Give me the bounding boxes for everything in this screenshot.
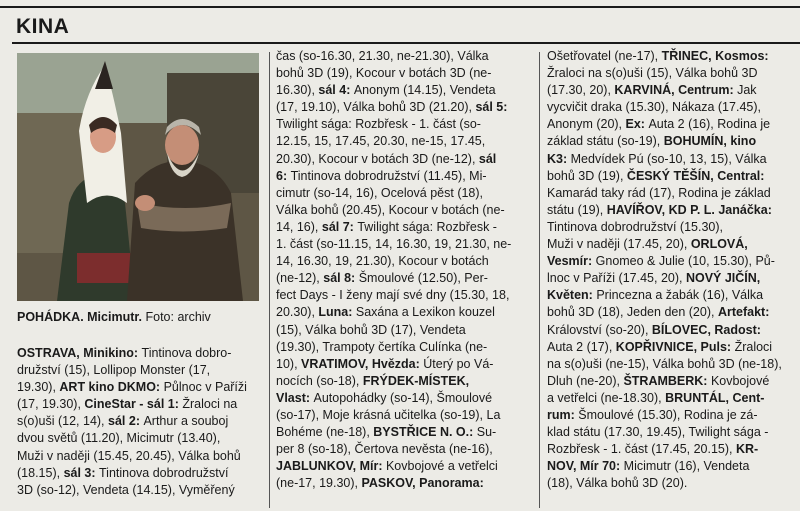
- film-listing: (18.15),: [17, 465, 64, 480]
- film-listing: bohů 3D (18), Jeden den (20),: [547, 305, 718, 320]
- listing-line: [276, 322, 534, 339]
- listing-column-3: [547, 48, 795, 492]
- listing-line: [17, 413, 265, 430]
- listing-line: [276, 168, 534, 185]
- film-listing: 19.30),: [17, 380, 60, 395]
- listing-line: [547, 270, 795, 287]
- cinema-name: KR-: [735, 442, 759, 457]
- listing-line: [17, 345, 265, 362]
- listing-line: [276, 356, 534, 373]
- listing-line: [17, 465, 265, 482]
- film-listing: (17.30, 20),: [547, 83, 615, 98]
- cinema-name: sál 3:: [63, 465, 99, 480]
- caption-title: POHÁDKA. Micimutr.: [17, 310, 143, 324]
- film-listing: klad státu (17.30, 19.45), Twilight sága -: [547, 425, 769, 440]
- film-listing: (so-17), Moje krásná učitelka (so-19), La: [276, 407, 501, 422]
- film-listing: Kovbojové: [710, 373, 770, 388]
- listing-line: [276, 99, 534, 116]
- film-listing: 16.30),: [276, 83, 319, 98]
- listing-line: [17, 430, 265, 447]
- film-listing: 20.30),: [276, 305, 319, 320]
- film-listing: (18), Válka bohů 3D (20).: [547, 476, 688, 491]
- listing-line: [276, 304, 534, 321]
- listing-line: [276, 270, 534, 287]
- cinema-name: sál 8:: [323, 271, 359, 286]
- film-listing: Tintinova dobro-: [141, 346, 232, 360]
- film-listing: Tintinova dobrodružství (15.30),: [547, 219, 724, 234]
- cinema-name: rum:: [547, 407, 579, 422]
- listing-line: [547, 424, 795, 441]
- caption-credit: Foto: archiv: [145, 310, 211, 324]
- cinema-name: OSTRAVA, Minikino:: [17, 346, 142, 360]
- column-divider: [269, 52, 270, 508]
- photo-illustration: [17, 53, 259, 301]
- film-listing: (17, 19.30),: [17, 397, 85, 412]
- listing-line: [547, 219, 795, 236]
- film-listing: Su-: [476, 425, 497, 440]
- cinema-name: BRUNTÁL, Cent-: [665, 390, 765, 405]
- film-listing: Auta 2 (17),: [547, 339, 616, 354]
- listing-line: [276, 48, 534, 65]
- film-listing: 10),: [276, 356, 302, 371]
- listing-line: [547, 116, 795, 133]
- listing-line: [547, 304, 795, 321]
- film-listing: 14, 16),: [276, 219, 322, 234]
- cinema-name: Vlast:: [276, 390, 314, 405]
- film-listing: Medvídek Pú (so-10, 13, 15), Válka: [570, 151, 767, 166]
- listing-line: [17, 482, 265, 499]
- listing-line: [276, 151, 534, 168]
- listing-line: [276, 65, 534, 82]
- listing-line: [547, 65, 795, 82]
- film-listing: (ne-17, 19.30),: [276, 476, 362, 491]
- cinema-name: BÍLOVEC, Radost:: [651, 322, 761, 337]
- header-rule: [12, 42, 800, 44]
- cinema-name: BOHUMÍN, kino: [663, 134, 757, 149]
- cinema-name: HAVÍŘOV, KD P. L. Janáčka:: [606, 202, 772, 217]
- cinema-name: Artefakt:: [717, 305, 770, 320]
- film-listing: vycvičit draka (15.30), Nákaza (17.45),: [547, 100, 761, 115]
- film-listing: 12.15, 15, 17.45, 20.30, ne-15, 17.45,: [276, 134, 486, 149]
- cinema-name: Ex:: [625, 117, 649, 132]
- film-listing: Gnomeo & Julie (10, 15.30), Pů-: [595, 254, 775, 269]
- film-listing: fect Days - I ženy mají své dny (15.30, 18,: [276, 288, 510, 303]
- film-listing: nocích (so-18),: [276, 373, 363, 388]
- cinema-name: sál 2:: [108, 414, 144, 429]
- film-listing: Saxána a Lexikon kouzel: [355, 305, 495, 320]
- listing-line: [276, 373, 534, 390]
- film-listing: 3D (so-12), Vendeta (14.15), Vyměřený: [17, 482, 235, 497]
- film-listing: Micimutr (16), Vendeta: [623, 459, 750, 474]
- listing-line: [547, 339, 795, 356]
- listing-line: [17, 379, 265, 396]
- listing-line: [276, 185, 534, 202]
- listing-line: [547, 356, 795, 373]
- film-listing: Princezna a žabák (16), Válka: [596, 288, 764, 303]
- cinema-name: 6:: [276, 168, 291, 183]
- listing-line: [276, 287, 534, 304]
- listing-line: [547, 151, 795, 168]
- film-listing: Válka bohů (20.45), Kocour v botách (ne-: [276, 202, 505, 217]
- film-listing: Kamarád taky rád (17), Rodina je základ: [547, 185, 771, 200]
- listing-line: [547, 441, 795, 458]
- column-divider: [539, 52, 540, 508]
- listing-line: [276, 236, 534, 253]
- film-listing: Žraloci na s(o)uši (15), Válka bohů 3D: [547, 66, 758, 81]
- listing-line: [547, 185, 795, 202]
- listing-line: [547, 82, 795, 99]
- film-listing: (19.30), Trampoty čertíka Culínka (ne-: [276, 339, 488, 354]
- cinema-name: PASKOV, Panorama:: [361, 476, 484, 491]
- film-listing: (15), Válka bohů 3D (17), Vendeta: [276, 322, 466, 337]
- listing-line: [547, 133, 795, 150]
- listing-line: [547, 236, 795, 253]
- film-listing: (17, 19.10), Válka bohů 3D (21.20),: [276, 100, 476, 115]
- listing-line: [547, 48, 795, 65]
- listing-line: [276, 219, 534, 236]
- film-listing: a vetřelci (ne-18.30),: [547, 390, 666, 405]
- listing-line: [276, 407, 534, 424]
- cinema-name: ŠTRAMBERK:: [623, 373, 711, 388]
- listing-line: [276, 253, 534, 270]
- listing-line: [547, 458, 795, 475]
- film-listing: bohů 3D (19), Kocour v botách 3D (ne-: [276, 66, 492, 81]
- listing-line: [547, 168, 795, 185]
- cinema-name: KARVINÁ, Centrum:: [614, 83, 738, 98]
- film-listing: Twilight sága: Rozbřesk - 1. část (so-: [276, 117, 481, 132]
- film-listing: 1. část (so-11.15, 14, 16.30, 19, 21.30, ne-: [276, 237, 512, 252]
- film-listing: Tintinova dobrodružství: [99, 465, 229, 480]
- film-listing: čas (so-16.30, 21.30, ne-21.30), Válka: [276, 49, 489, 63]
- film-listing: na s(o)uši (ne-15), Válka bohů 3D (ne-18),: [547, 356, 782, 371]
- cinema-name: ČESKÝ TĚŠÍN, Central:: [626, 168, 765, 183]
- listing-line: [547, 390, 795, 407]
- listing-column-1: [17, 345, 265, 499]
- film-listing: dvou světů (11.20), Micimutr (13.40),: [17, 431, 221, 446]
- top-rule: [0, 6, 800, 8]
- film-listing: Twilight sága: Rozbřesk -: [357, 219, 497, 234]
- film-listing: Žraloci na: [182, 397, 238, 412]
- film-listing: Arthur a souboj: [143, 414, 229, 429]
- film-listing: Půlnoc v Paříži: [163, 380, 247, 395]
- cinema-name: ORLOVÁ,: [690, 237, 748, 252]
- film-listing: bohů 3D (19),: [547, 168, 627, 183]
- film-listing: per 8 (so-18), Čertova nevěsta (ne-16),: [276, 442, 493, 457]
- film-listing: Žraloci: [734, 339, 773, 354]
- film-listing: Ošetřovatel (ne-17),: [547, 49, 662, 63]
- listing-line: [17, 362, 265, 379]
- listing-line: [547, 475, 795, 492]
- photo-caption: [17, 309, 267, 325]
- listing-line: [547, 202, 795, 219]
- film-listing: Dluh (ne-20),: [547, 373, 624, 388]
- film-listing: základ státu (so-19),: [547, 134, 664, 149]
- film-listing: Muži v naději (17.45, 20),: [547, 237, 691, 252]
- cinema-name: TŘINEC, Kosmos:: [661, 49, 769, 63]
- cinema-name: FRÝDEK-MÍSTEK,: [362, 373, 470, 388]
- listing-line: [276, 441, 534, 458]
- listing-line: [547, 407, 795, 424]
- film-listing: Auta 2 (16), Rodina je: [648, 117, 771, 132]
- cinema-name: JABLUNKOV, Mír:: [276, 459, 386, 474]
- listing-line: [547, 287, 795, 304]
- film-listing: Šmoulové (12.50), Per-: [358, 271, 488, 286]
- cinema-name: Květen:: [547, 288, 597, 303]
- listing-line: [17, 396, 265, 413]
- listing-line: [547, 253, 795, 270]
- film-listing: Anonym (20),: [547, 117, 626, 132]
- film-listing: Bohéme (ne-18),: [276, 425, 374, 440]
- film-listing: 14, 16.30, 19, 21.30), Kocour v botách: [276, 254, 489, 269]
- film-listing: Šmoulové (15.30), Rodina je zá-: [578, 407, 758, 422]
- listing-line: [276, 475, 534, 492]
- listing-line: [17, 448, 265, 465]
- film-listing: státu (19),: [547, 202, 607, 217]
- listing-line: [547, 99, 795, 116]
- listing-line: [276, 424, 534, 441]
- film-listing: Muži v naději (15.45, 20.45), Válka bohů: [17, 448, 241, 463]
- film-listing: Úterý po Vá-: [423, 356, 494, 371]
- cinema-name: Vesmír:: [547, 254, 596, 269]
- cinema-name: KOPŘIVNICE, Puls:: [615, 339, 735, 354]
- listing-line: [547, 322, 795, 339]
- film-listing: Kovbojové a vetřelci: [385, 459, 498, 474]
- cinema-name: sál 4:: [318, 83, 354, 98]
- film-listing: družství (15), Lollipop Monster (17,: [17, 363, 211, 378]
- film-listing: s(o)uši (12, 14),: [17, 414, 109, 429]
- cinema-name: BYSTŘICE N. O.:: [373, 425, 477, 440]
- cinema-name: VRATIMOV, Hvězda:: [301, 356, 424, 371]
- cinema-name: NOVÝ JIČÍN,: [685, 271, 761, 286]
- section-title: KINA: [16, 15, 70, 38]
- listing-line: [276, 458, 534, 475]
- film-listing: Jak: [737, 83, 757, 98]
- film-listing: Anonym (14.15), Vendeta: [353, 83, 496, 98]
- listing-line: [276, 339, 534, 356]
- cinema-name: ART kino DKMO:: [59, 380, 164, 395]
- cinema-name: sál: [478, 151, 497, 166]
- cinema-name: sál 5:: [475, 100, 508, 115]
- cinema-name: NOV, Mír 70:: [547, 459, 624, 474]
- film-listing: cimutr (so-14, 16), Ocelová pěst (18),: [276, 185, 484, 200]
- cinema-name: K3:: [547, 151, 571, 166]
- fairy-tale-photo: [17, 53, 259, 301]
- film-listing: Rozbřesk - 1. část (17.45, 20.15),: [547, 442, 736, 457]
- listing-line: [276, 82, 534, 99]
- film-listing: (ne-12),: [276, 271, 324, 286]
- film-listing: Tintinova dobrodružství (11.45), Mi-: [290, 168, 487, 183]
- film-listing: 20.30), Kocour v botách 3D (ne-12),: [276, 151, 479, 166]
- listing-line: [276, 202, 534, 219]
- cinema-name: sál 7:: [321, 219, 358, 234]
- listing-line: [276, 390, 534, 407]
- cinema-name: Luna:: [318, 305, 356, 320]
- listing-line: [547, 373, 795, 390]
- listing-line: [276, 133, 534, 150]
- listing-column-2: [276, 48, 534, 492]
- film-listing: Království (so-20),: [547, 322, 652, 337]
- film-listing: Autopohádky (so-14), Šmoulové: [313, 390, 493, 405]
- film-listing: lnoc v Paříži (17.45, 20),: [547, 271, 686, 286]
- cinema-name: CineStar - sál 1:: [84, 397, 183, 412]
- listing-line: [276, 116, 534, 133]
